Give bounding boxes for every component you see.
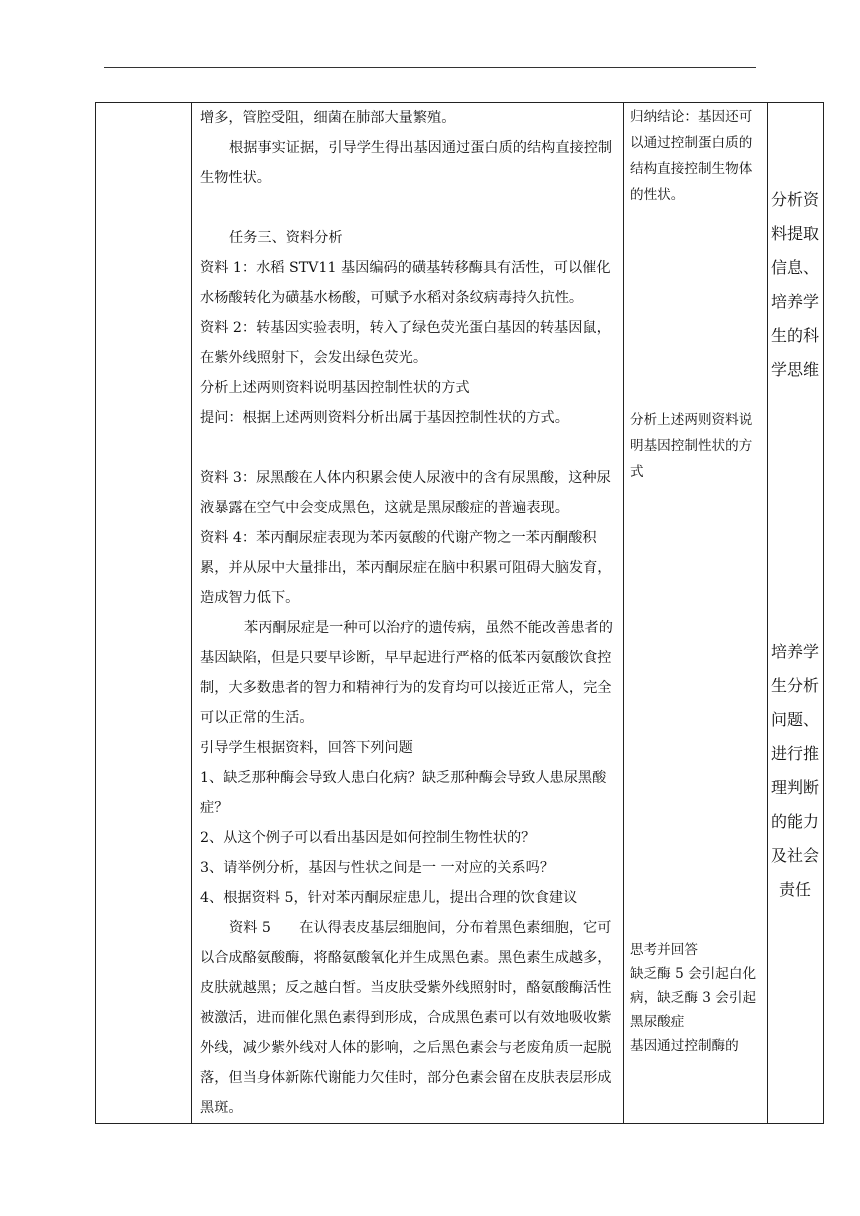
student-activity-cell xyxy=(624,103,768,1124)
question-1: 1、缺乏那种酶会导致人患白化病？缺乏那种酶会导致人患尿黑酸症？ xyxy=(200,770,607,816)
material-2: 资料 2：转基因实验表明，转入了绿色荧光蛋白基因的转基因鼠，在紫外线照射下，会发出绿色荧光。 xyxy=(200,320,611,366)
question-4: 4、根据资料 5，针对苯丙酮尿症患儿，提出合理的饮食建议 xyxy=(200,890,578,906)
question-line: 提问：根据上述两则资料分析出属于基因控制性状的方式。 xyxy=(200,410,569,426)
text-line: 增多，管腔受阻，细菌在肺部大量繁殖。 xyxy=(200,110,456,126)
section-heading: 任务三、资料分析 xyxy=(229,230,343,246)
think-answer-title: 思考并回答 xyxy=(630,942,698,958)
teacher-activity-cell xyxy=(192,103,624,1124)
answer-extra: 基因通过控制酶的 xyxy=(630,1038,739,1054)
student-activity-text xyxy=(624,104,767,1054)
design-intent-cell xyxy=(768,103,824,1124)
text-paragraph: 苯丙酮尿症是一种可以治疗的遗传病，虽然不能改善患者的基因缺陷，但是只要早诊断，早早起进行严格的低苯丙氨酸饮食控制，大多数患者的智力和精神行为的发育均可以接近正常人，完全可以正常的生活。 xyxy=(200,620,613,726)
material-5: 资料 5 在认得表皮基层细胞间，分布着黑色素细胞，它可以合成酪氨酸酶，将酪氨酸氧化并生成黑色素。黑色素生成越多，皮肤就越黑；反之越白皙。当皮肤受紫外线照射时，酪氨酸酶活性被激活，进而催化黑色素得到形成，合成黑色素可以有效地吸收紫外线，减少紫外线对人体的影响，之后黑色素会与老废角质一起脱落，但当身体新陈代谢能力欠佳时，部分色素会留在皮肤表层形成黑斑。 xyxy=(200,920,612,1116)
text-line: 根据事实证据，引导学生得出基因通过蛋白质的结构直接控制生物性状。 xyxy=(200,140,613,186)
text-line: 分析上述两则资料说明基因控制性状的方式 xyxy=(200,380,470,396)
design-goal-1: 分析资料提取信息、培养学生的科学思维 xyxy=(770,190,819,379)
conclusion-note: 归纳结论：基因还可以通过控制蛋白质的结构直接控制生物体的性状。 xyxy=(630,109,753,203)
header-rule xyxy=(104,67,756,68)
material-1: 资料 1：水稻 STV11 基因编码的磺基转移酶具有活性，可以催化水杨酸转化为磺基水杨酸，可赋予水稻对条纹病毒持久抗性。 xyxy=(200,260,611,306)
teacher-activity-text xyxy=(192,103,623,1123)
analysis-note: 分析上述两则资料说明基因控制性状的方式 xyxy=(630,412,753,480)
material-3: 资料 3：尿黑酸在人体内积累会使人尿液中的含有尿黑酸，这种尿液暴露在空气中会变成黑色，这就是黑尿酸症的普遍表现。 xyxy=(200,470,611,516)
material-4: 资料 4：苯丙酮尿症表现为苯丙氨酸的代谢产物之一苯丙酮酸积累，并从尿中大量排出，苯丙酮尿症在脑中积累可阻碍大脑发育，造成智力低下。 xyxy=(200,530,612,606)
question-2: 2、从这个例子可以看出基因是如何控制生物性状的？ xyxy=(200,830,536,846)
answer-note: 缺乏酶 5 会引起白化病，缺乏酶 3 会引起黑尿酸症 xyxy=(630,966,757,1030)
text-line: 引导学生根据资料，回答下列问题 xyxy=(200,740,413,756)
stage-cell xyxy=(96,103,192,1124)
design-goal-2: 培养学生分析问题、进行推理判断的能力及社会责任 xyxy=(770,642,819,899)
question-3: 3、请举例分析，基因与性状之间是一 一对应的关系吗？ xyxy=(200,860,555,876)
lesson-plan-table xyxy=(95,102,824,1124)
